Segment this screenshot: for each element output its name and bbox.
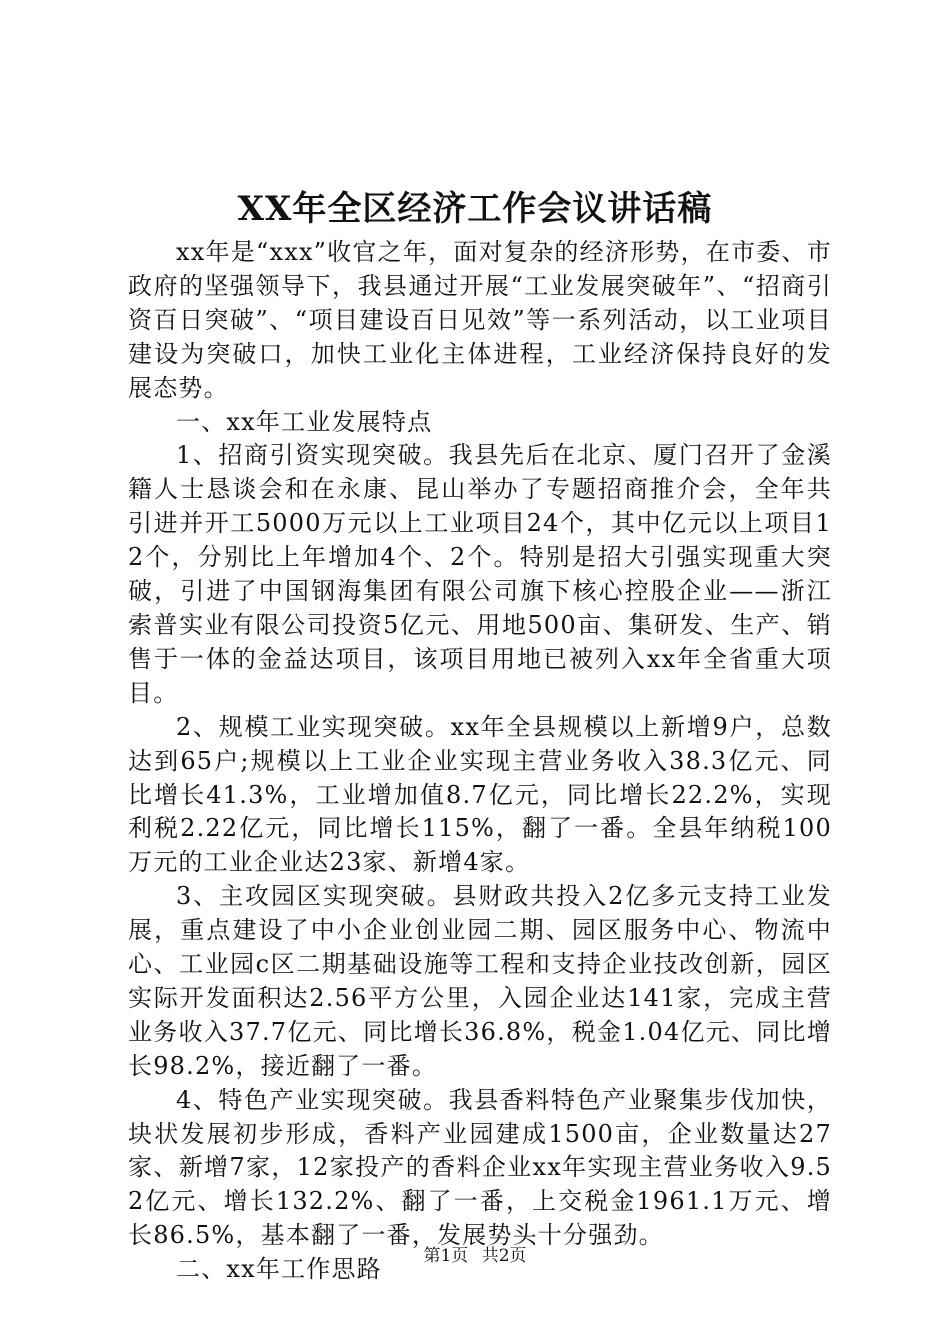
document-title: XX年全区经济工作会议讲话稿	[237, 189, 713, 229]
paragraph-item-3: 3、主攻园区实现突破。县财政共投入2亿多元支持工业发展，重点建设了中小企业创业园二期、园区服务中心、物流中心、工业园c区二期基础设施等工程和支持企业技改创新，园区实际开发面积达2.56平方公里，入园企业达141家，完成主营业务收入37.7亿元、同比增长36.8%，税金1.04亿元、同比增长98.2%，接近翻了一番。	[128, 882, 832, 1080]
paragraph-intro: xx年是“xxx”收官之年，面对复杂的经济形势，在市委、市政府的坚强领导下，我县通过开展“工业发展突破年”、“招商引资百日突破”、“项目建设百日见效”等一系列活动，以工业项目建设为突破口，加快工业化主体进程，工业经济保持良好的发展态势。	[128, 238, 832, 402]
paragraph-item-2: 2、规模工业实现突破。xx年全县规模以上新增9户，总数达到65户;规模以上工业企业实现主营业务收入38.3亿元、同比增长41.3%，工业增加值8.7亿元，同比增长22.2%，实现利税2.22亿元，同比增长115%，翻了一番。全县年纳税100万元的工业企业达23家、新增4家。	[128, 712, 832, 877]
page-footer	[0, 1244, 950, 1268]
heading-section-2: 二、xx年工作思路	[176, 1255, 382, 1284]
page-total: 共2页	[481, 1246, 527, 1266]
document-body	[128, 236, 832, 1287]
paragraph-item-1: 1、招商引资实现突破。我县先后在北京、厦门召开了金溪籍人士恳谈会和在永康、昆山举办了专题招商推介会，全年共引进并开工5000万元以上工业项目24个，其中亿元以上项目12个，分别比上年增加4个、2个。特别是招大引强实现重大突破，引进了中国钢海集团有限公司旗下核心控股企业——浙江索普实业有限公司投资5亿元、用地500亩、集研发、生产、销售于一体的金益达项目，该项目用地已被列入xx年全省重大项目。	[128, 441, 832, 707]
paragraph-item-4: 4、特色产业实现突破。我县香料特色产业聚集步伐加快，块状发展初步形成，香料产业园建成1500亩，企业数量达27家、新增7家，12家投产的香料企业xx年实现主营业务收入9.52亿元、增长132.2%、翻了一番，上交税金1961.1万元、增长86.5%，基本翻了一番，发展势头十分强劲。	[128, 1085, 832, 1250]
heading-section-1: 一、xx年工业发展特点	[176, 407, 433, 436]
page-number: 第1页	[423, 1246, 469, 1266]
